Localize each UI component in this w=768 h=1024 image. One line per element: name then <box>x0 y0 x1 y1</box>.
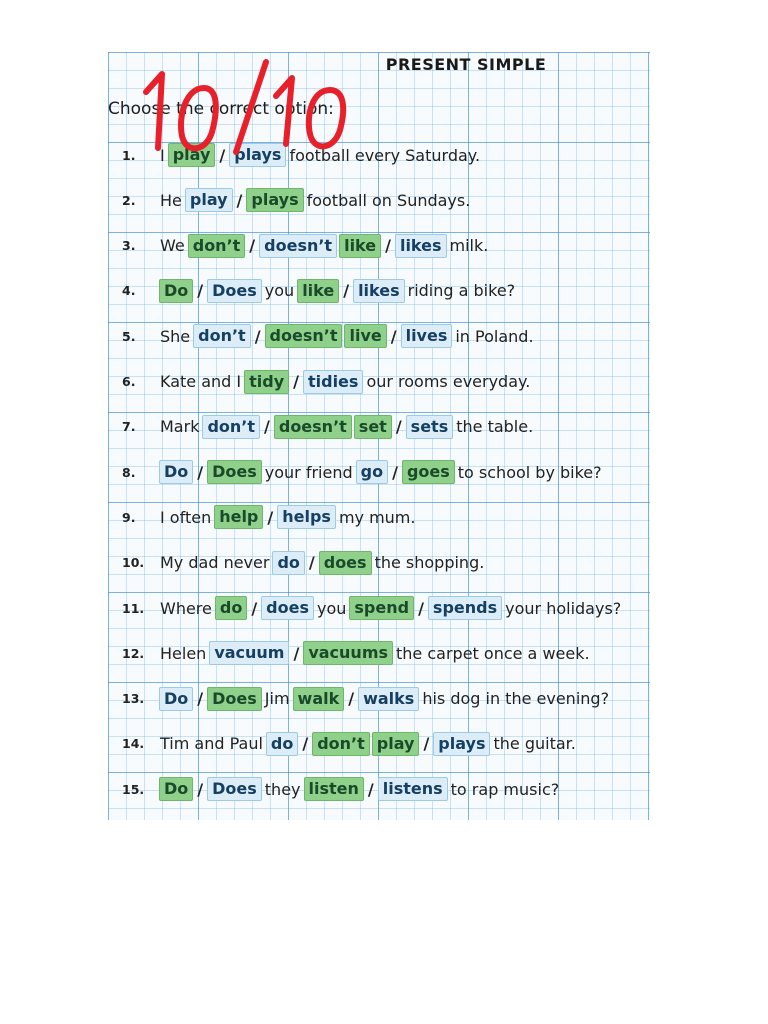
option-separator: / <box>293 372 299 391</box>
sentence-text: football every Saturday. <box>289 145 481 165</box>
option-separator: / <box>197 281 204 301</box>
option-separator: / <box>219 145 226 165</box>
sentence-text: Jim <box>264 689 290 709</box>
answer-option[interactable]: lives <box>401 324 453 348</box>
selected-option[interactable]: play <box>372 732 420 756</box>
sentence-text: his dog in the evening? <box>422 689 610 709</box>
item-number: 13. <box>122 691 145 707</box>
answer-option[interactable]: Does <box>207 777 262 801</box>
sentence-text: the table. <box>456 417 534 437</box>
exercise-item <box>122 185 472 215</box>
answer-option[interactable]: Does <box>207 279 262 303</box>
option-separator: / <box>395 417 402 437</box>
option-separator: / <box>367 779 374 799</box>
option-separator: / <box>264 417 270 437</box>
item-number: 6. <box>122 374 136 389</box>
option-separator: / <box>390 326 397 346</box>
option-separator: / <box>236 190 243 210</box>
exercise-item <box>122 367 532 397</box>
selected-option[interactable]: does <box>319 551 372 575</box>
sentence-text: the carpet once a week. <box>396 643 590 663</box>
item-number: 5. <box>122 328 136 344</box>
sentence-text: to rap music? <box>450 779 560 799</box>
selected-option[interactable]: Does <box>207 687 262 711</box>
answer-option[interactable]: sets <box>406 415 454 439</box>
selected-option[interactable]: don’t <box>312 732 370 756</box>
instruction-text: Choose the correct option: <box>108 99 334 119</box>
option-separator: / <box>254 326 261 346</box>
worksheet-title: PRESENT SIMPLE <box>385 55 547 74</box>
option-separator: / <box>197 779 204 799</box>
sentence-text: your holidays? <box>505 598 622 618</box>
exercise-item <box>122 321 536 351</box>
answer-option[interactable]: plays <box>229 143 286 167</box>
handwritten-score <box>116 44 416 162</box>
item-number: 8. <box>122 464 136 480</box>
sentence-text: the shopping. <box>374 553 485 573</box>
exercise-item <box>122 457 604 487</box>
sentence-text: We <box>160 236 185 256</box>
answer-option[interactable]: helps <box>277 505 336 529</box>
answer-option[interactable]: spends <box>428 596 502 620</box>
answer-option[interactable]: likes <box>353 279 405 303</box>
sentence-text: Where <box>160 598 212 618</box>
sentence-text: your friend <box>264 462 353 482</box>
answer-option[interactable]: plays <box>433 732 490 756</box>
sentence-text: you <box>264 281 295 301</box>
item-number: 2. <box>122 192 136 208</box>
selected-option[interactable]: vacuums <box>303 641 393 665</box>
item-number: 10. <box>122 555 145 571</box>
sentence-text: Kate and I <box>160 372 242 391</box>
option-separator: / <box>423 734 430 754</box>
selected-option[interactable]: don’t <box>188 234 246 258</box>
option-separator: / <box>267 507 274 527</box>
sentence-text: milk. <box>449 236 489 256</box>
sentence-text: my mum. <box>338 507 416 527</box>
sentence-text: Helen <box>160 643 207 663</box>
exercise-item <box>122 502 417 532</box>
option-separator: / <box>308 553 315 573</box>
sentence-text: in Poland. <box>455 326 534 346</box>
sentence-text: She <box>160 326 191 346</box>
selected-option[interactable]: help <box>214 505 263 529</box>
sentence-text: you <box>317 598 347 618</box>
answer-option[interactable]: don’t <box>202 415 260 439</box>
answer-option[interactable]: Do <box>159 460 193 484</box>
selected-option[interactable]: goes <box>402 460 455 484</box>
selected-option[interactable]: set <box>354 415 392 439</box>
option-separator: / <box>385 236 391 256</box>
option-separator: / <box>293 643 300 663</box>
exercise-item <box>122 593 623 623</box>
exercise-item <box>122 412 535 442</box>
selected-option[interactable]: doesn’t <box>274 415 352 439</box>
exercise-item <box>122 638 592 668</box>
item-number: 9. <box>122 509 136 525</box>
answer-option[interactable]: go <box>356 460 388 484</box>
selected-option[interactable]: Does <box>207 460 262 484</box>
answer-option[interactable]: Do <box>159 687 193 711</box>
selected-option[interactable]: like <box>339 234 381 258</box>
selected-option[interactable]: listen <box>304 777 364 801</box>
answer-option[interactable]: play <box>185 188 233 212</box>
sentence-text: riding a bike? <box>407 281 516 301</box>
selected-option[interactable]: live <box>344 324 386 348</box>
selected-option[interactable]: plays <box>246 188 303 212</box>
option-separator: / <box>251 598 258 618</box>
exercise-item <box>122 548 486 578</box>
item-number: 14. <box>122 736 145 752</box>
answer-option[interactable]: do <box>266 732 298 756</box>
item-number: 11. <box>122 600 145 616</box>
selected-option[interactable]: doesn’t <box>265 324 343 348</box>
item-number: 12. <box>122 645 145 661</box>
option-separator: / <box>418 598 424 618</box>
option-separator: / <box>197 462 204 482</box>
selected-option[interactable]: like <box>297 279 339 303</box>
selected-option[interactable]: Do <box>159 279 193 303</box>
answer-option[interactable]: likes <box>395 234 447 258</box>
answer-option[interactable]: vacuum <box>209 641 289 665</box>
exercise-item <box>122 774 561 804</box>
exercise-item <box>122 231 490 261</box>
sentence-text: our rooms everyday. <box>366 372 531 391</box>
option-separator: / <box>343 281 350 301</box>
score-mark-icon <box>116 44 416 162</box>
answer-option[interactable]: don’t <box>193 324 251 348</box>
sentence-text: they <box>264 779 301 799</box>
item-number: 15. <box>122 781 145 797</box>
selected-option[interactable]: tidy <box>244 370 289 394</box>
answer-option[interactable]: listens <box>378 777 448 801</box>
option-separator: / <box>348 689 355 709</box>
selected-option[interactable]: Do <box>159 777 193 801</box>
selected-option[interactable]: spend <box>349 596 414 620</box>
item-number: 3. <box>122 238 136 254</box>
answer-option[interactable]: doesn’t <box>259 234 337 258</box>
sentence-text: He <box>160 190 182 210</box>
option-separator: / <box>197 689 204 709</box>
option-separator: / <box>392 462 398 482</box>
sentence-text: Mark <box>160 417 200 437</box>
answer-option[interactable]: tidies <box>303 370 363 394</box>
selected-option[interactable]: walk <box>293 687 345 711</box>
option-separator: / <box>249 236 256 256</box>
sentence-text: football on Sundays. <box>306 190 471 210</box>
exercise-item <box>122 729 578 759</box>
sentence-text: Tim and Paul <box>160 734 263 754</box>
sentence-text: the guitar. <box>493 734 576 754</box>
answer-option[interactable]: walks <box>358 687 419 711</box>
answer-option[interactable]: does <box>261 596 314 620</box>
worksheet <box>108 52 650 820</box>
sentence-text: I <box>160 145 165 165</box>
item-number: 7. <box>122 419 136 435</box>
sentence-text: My dad never <box>160 553 270 573</box>
answer-option[interactable]: do <box>272 551 304 575</box>
selected-option[interactable]: play <box>168 143 216 167</box>
item-number: 4. <box>122 283 136 299</box>
item-number: 1. <box>122 147 136 163</box>
selected-option[interactable]: do <box>215 596 247 620</box>
sentence-text: I often <box>160 507 212 527</box>
exercise-item <box>122 684 611 714</box>
option-separator: / <box>302 734 309 754</box>
sentence-text: to school by bike? <box>457 462 602 482</box>
exercise-item <box>122 276 517 306</box>
